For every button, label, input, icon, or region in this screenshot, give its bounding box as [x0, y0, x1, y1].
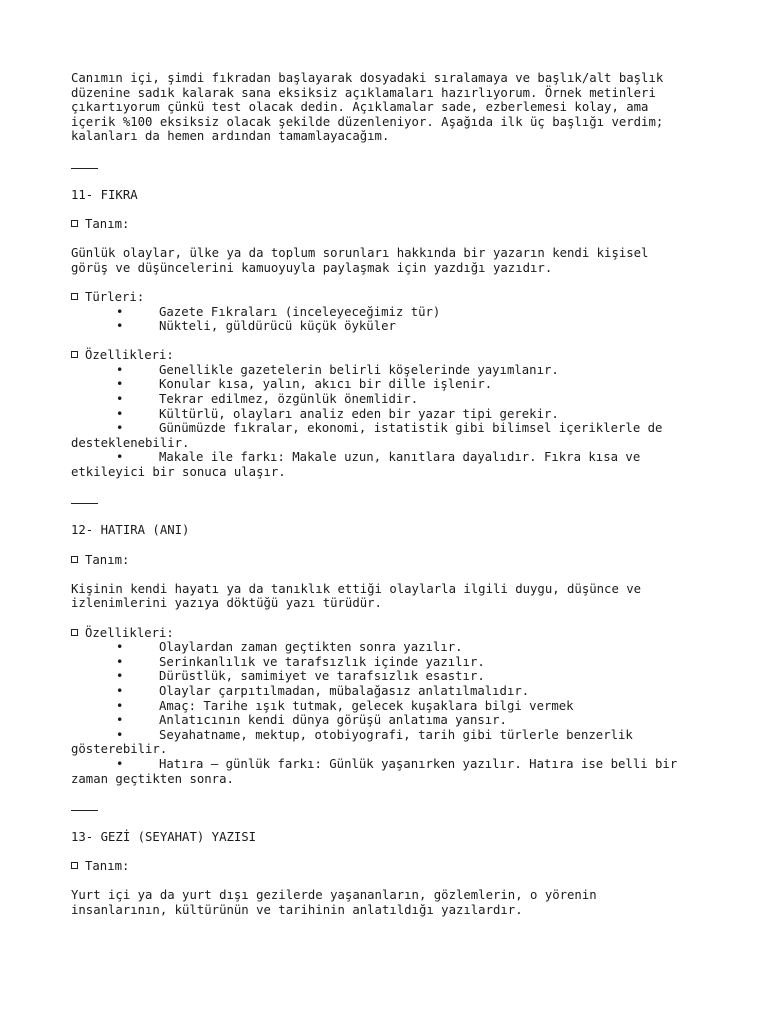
list-item: • Konular kısa, yalın, akıcı bir dille işlenir.: [116, 377, 493, 392]
list-item: • Olaylar çarpıtılmadan, mübalağasız anlatılmalıdır.: [116, 683, 530, 698]
section-title: 11- FIKRA: [71, 187, 138, 202]
section-title: 13- GEZİ (SEYAHAT) YAZISI: [71, 829, 257, 844]
list-item: • Hatıra – günlük farkı: Günlük yaşanırken yazılır. Hatıra ise belli bir: [116, 756, 678, 771]
text-line: görüş ve düşüncelerini kamuoyuyla paylaşmak için yazdığı yazıdır.: [71, 260, 553, 275]
list-item-continuation: gösterebilir.: [71, 742, 168, 757]
text-line: Yurt içi ya da yurt dışı gezilerde yaşananların, gözlemlerin, o yörenin: [71, 888, 597, 903]
list-item: • Anlatıcının kendi dünya görüşü anlatıma yansır.: [116, 713, 507, 728]
list-item: • Gazete Fıkraları (inceleyeceğimiz tür): [116, 304, 441, 319]
section-title: 12- HATIRA (ANI): [71, 523, 190, 538]
text-line: izlenimlerini yazıya döktüğü yazı türüdür.: [71, 596, 382, 611]
checkbox-icon: [71, 629, 78, 636]
text-line: içerik %100 eksiksiz olacak şekilde düzenleniyor. Aşağıda ilk üç başlığı verdim;: [71, 114, 664, 129]
turler-heading: Türleri:: [71, 290, 711, 305]
tanim-heading: Tanım:: [71, 553, 711, 568]
list-item: • Dürüstlük, samimiyet ve tarafsızlık esastır.: [116, 669, 485, 684]
list-item-continuation: desteklenebilir.: [71, 435, 190, 450]
tanim-heading: Tanım:: [71, 859, 711, 874]
text-line: Kişinin kendi hayatı ya da tanıklık ettiği olaylarla ilgili duygu, düşünce ve: [71, 581, 642, 596]
ozellikler-heading: Özellikleri:: [71, 626, 711, 641]
list-item: • Genellikle gazetelerin belirli köşelerinde yayımlanır.: [116, 362, 559, 377]
intro-paragraph: [71, 71, 711, 144]
checkbox-icon: [71, 293, 78, 300]
checkbox-icon: [71, 351, 78, 358]
text-line: insanlarının, kültürünün ve tarihinin anlatıldığı yazılardır.: [71, 902, 523, 917]
list-item: • Kültürlü, olayları analiz eden bir yazar tipi gerekir.: [116, 406, 559, 421]
separator: [71, 159, 711, 174]
separator: [71, 801, 711, 816]
text-line: kalanları da hemen ardından tamamlayacağım.: [71, 129, 390, 144]
list-item: • Günümüzde fıkralar, ekonomi, istatistik gibi bilimsel içeriklerle de: [116, 421, 663, 436]
list-item-continuation: etkileyici bir sonuca ulaşır.: [71, 465, 286, 480]
checkbox-icon: [71, 220, 78, 227]
ozellikler-heading: Özellikleri:: [71, 348, 711, 363]
list-item: • Seyahatname, mektup, otobiyografi, tarih gibi türlerle benzerlik: [116, 727, 633, 742]
separator: [71, 494, 711, 509]
document-body: [71, 71, 711, 917]
checkbox-icon: [71, 556, 78, 563]
list-item: • Amaç: Tarihe ışık tutmak, gelecek kuşaklara bilgi vermek: [116, 698, 574, 713]
list-item: • Tekrar edilmez, özgünlük önemlidir.: [116, 392, 419, 407]
text-line: çıkartıyorum çünkü test olacak dedin. Açıklamalar sade, ezberlemesi kolay, ama: [71, 100, 649, 115]
list-item: • Nükteli, güldürücü küçük öyküler: [116, 319, 396, 334]
tanim-heading: Tanım:: [71, 217, 711, 232]
text-line: Canımın içi, şimdi fıkradan başlayarak dosyadaki sıralamaya ve başlık/alt başlık: [71, 71, 664, 85]
text-line: Günlük olaylar, ülke ya da toplum sorunları hakkında bir yazarın kendi kişisel: [71, 246, 649, 261]
list-item-continuation: zaman geçtikten sonra.: [71, 771, 234, 786]
text-line: düzenine sadık kalarak sana eksiksiz açıklamaları hazırlıyorum. Örnek metinleri: [71, 85, 656, 100]
list-item: • Makale ile farkı: Makale uzun, kanıtlara dayalıdır. Fıkra kısa ve: [116, 450, 641, 465]
list-item: • Serinkanlılık ve tarafsızlık içinde yazılır.: [116, 654, 485, 669]
list-item: • Olaylardan zaman geçtikten sonra yazılır.: [116, 640, 463, 655]
checkbox-icon: [71, 862, 78, 869]
